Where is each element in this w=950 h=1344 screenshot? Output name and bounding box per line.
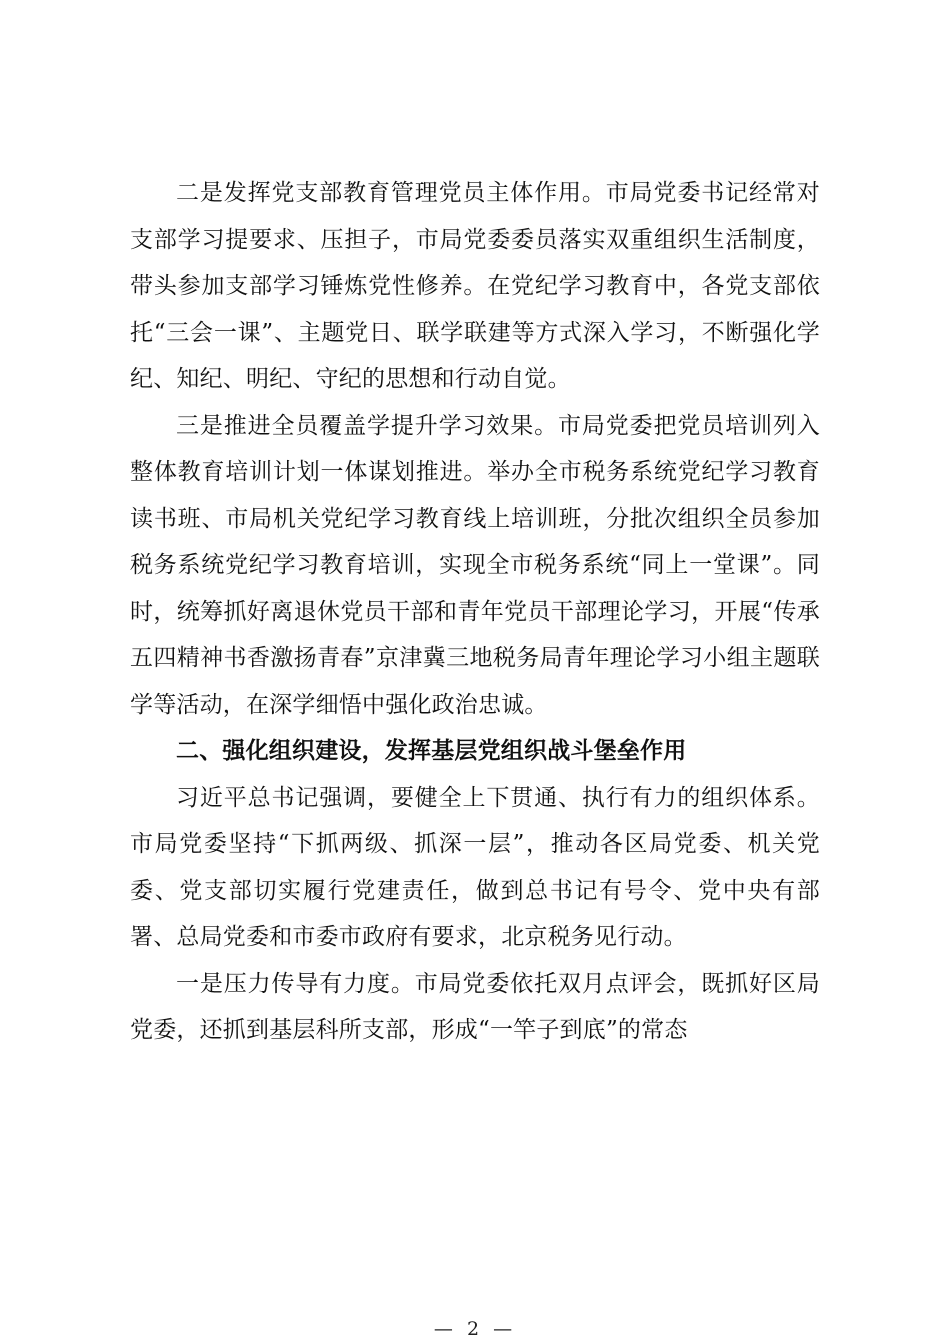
paragraph-pressure-transmission: 一是压力传导有力度。市局党委依托双月点评会，既抓好区局党委，还抓到基层科所支部，形成“一竿子到底”的常态 [130, 970, 820, 1043]
paragraph-branch-education: 二是发挥党支部教育管理党员主体作用。市局党委书记经常对支部学习提要求、压担子，市局党委委员落实双重组织生活制度，带头参加支部学习锤炼党性修养。在党纪学习教育中，各党支部依托“三会一课”、主题党日、联学联建等方式深入学习，不断强化学纪、知纪、明纪、守纪的思想和行动自觉。 [130, 180, 820, 392]
page-number: — 2 — [433, 1318, 517, 1340]
paragraph-organization-system: 习近平总书记强调，要健全上下贯通、执行有力的组织体系。市局党委坚持“下抓两级、抓深一层”，推动各区局党委、机关党委、党支部切实履行党建责任，做到总书记有号令、党中央有部署、总局党委和市委市政府有要求，北京税务见行动。 [130, 784, 820, 950]
paragraph-full-coverage-learning: 三是推进全员覆盖学提升学习效果。市局党委把党员培训列入整体教育培训计划一体谋划推进。举办全市税务系统党纪学习教育读书班、市局机关党纪学习教育线上培训班，分批次组织全员参加税务系统党纪学习教育培训，实现全市税务系统“同上一堂课”。同时，统筹抓好离退休党员干部和青年党员干部理论学习，开展“传承五四精神书香激扬青春”京津冀三地税务局青年理论学习小组主题联学等活动，在深学细悟中强化政治忠诚。 [130, 412, 820, 718]
document-body [130, 170, 820, 1054]
section-heading: 二、强化组织建设，发挥基层党组织战斗堡垒作用 [176, 738, 687, 764]
